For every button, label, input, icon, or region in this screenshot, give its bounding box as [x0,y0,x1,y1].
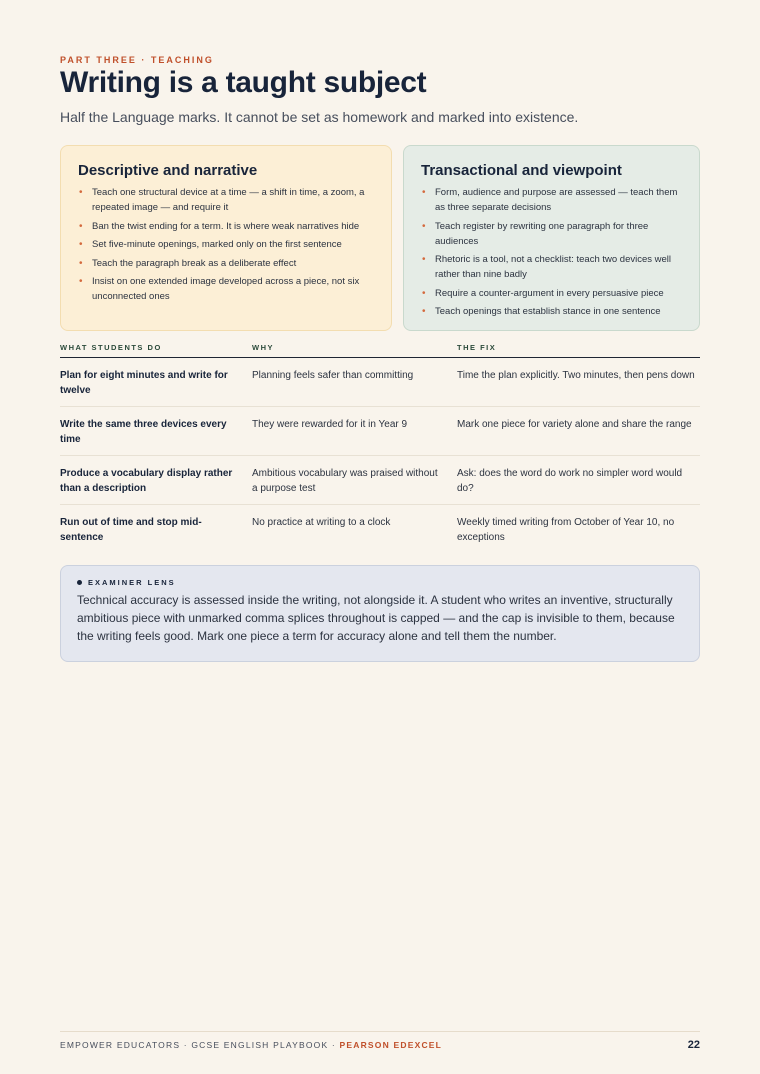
section-eyebrow: PART THREE · TEACHING [60,55,214,65]
table-cell: Plan for eight minutes and write for twelve [60,370,228,396]
table-cell: Produce a vocabulary display rather than a description [60,468,233,494]
bullet-icon: • [79,220,83,232]
list-item: • Teach the paragraph break as a deliberate effect [79,257,297,269]
card-transactional-viewpoint [403,145,700,331]
page-number: 22 [687,1039,700,1051]
page [60,0,700,1074]
footer-board: PEARSON EDEXCEL [339,1040,443,1050]
list-item: • Insist on one extended image developed across a piece, not six unconnected ones [79,276,360,303]
list-item: • Form, audience and purpose are assessed — teach them as three separate decisions [422,187,678,213]
bullet-icon: • [422,254,426,266]
table-cell: Planning feels safer than committing [252,370,414,381]
page-subtitle: Half the Language marks. It cannot be set as homework and marked into existence. [60,109,579,125]
bullet-icon: • [79,257,83,269]
card-title: Transactional and viewpoint [421,162,622,179]
card-descriptive-narrative [60,145,392,331]
bullet-icon: • [422,220,426,232]
card-title: Descriptive and narrative [78,162,258,179]
list-item: • Teach one structural device at a time — a shift in time, a zoom, a repeated image — and require it [79,187,365,213]
bullet-icon: • [79,239,83,251]
table-cell: Ask: does the word do work no simpler word would do? [457,468,683,494]
card-list [421,185,683,319]
table-cell: Write the same three devices every time [60,419,227,445]
bullet-icon: • [422,187,426,198]
list-item: • Teach register by rewriting one paragraph for three audiences [422,220,649,247]
callout-label: EXAMINER LENS [77,578,683,587]
problems-table [60,338,700,554]
table-cell: Weekly timed writing from October of Year 10, no exceptions [457,517,675,543]
footer-credit: EMPOWER EDUCATORS · GCSE ENGLISH PLAYBOOK · PEARSON EDEXCEL [60,1040,443,1050]
list-item: • Rhetoric is a tool, not a checklist: teach two devices well rather than nine badly [422,254,672,281]
table-cell: Time the plan explicitly. Two minutes, then pens down [457,370,695,381]
column-header-why: WHY [252,343,274,352]
column-header-what: WHAT STUDENTS DO [60,343,162,352]
bullet-icon: • [79,276,83,288]
table-row [60,505,700,554]
bullet-icon: • [79,187,83,198]
table-row [60,407,700,456]
column-header-fix: THE FIX [457,343,497,352]
table-cell: No practice at writing to a clock [252,517,391,528]
list-item: • Set five-minute openings, marked only on the first sentence [79,239,342,251]
examiner-lens-callout [60,565,700,662]
table-row [60,358,700,407]
list-item: • Require a counter-argument in every persuasive piece [422,287,664,299]
page-title: Writing is a taught subject [60,66,427,99]
card-list [78,185,375,304]
table-row [60,456,700,505]
table-cell: They were rewarded for it in Year 9 [252,419,408,430]
list-item: • Teach openings that establish stance in one sentence [422,306,661,318]
table-cell: Ambitious vocabulary was praised without a purpose test [252,468,438,494]
callout-text: Technical accuracy is assessed inside the writing, not alongside it. A student who writes an inventive, structurally ambitious piece with unmarked comma splices throughout is capped — and the cap is invisible to them, because the writing feels good. Mark one piece a term for accuracy alone and tell them the number. [77,593,675,643]
table-cell: Mark one piece for variety alone and share the range [457,419,692,430]
page-footer [60,1031,700,1051]
bullet-icon: • [422,287,426,299]
table-cell: Run out of time and stop mid-sentence [60,517,202,543]
list-item: • Ban the twist ending for a term. It is where weak narratives hide [79,220,360,232]
table-header [60,338,700,358]
bullet-icon: • [422,306,426,318]
dot-icon [77,580,82,585]
